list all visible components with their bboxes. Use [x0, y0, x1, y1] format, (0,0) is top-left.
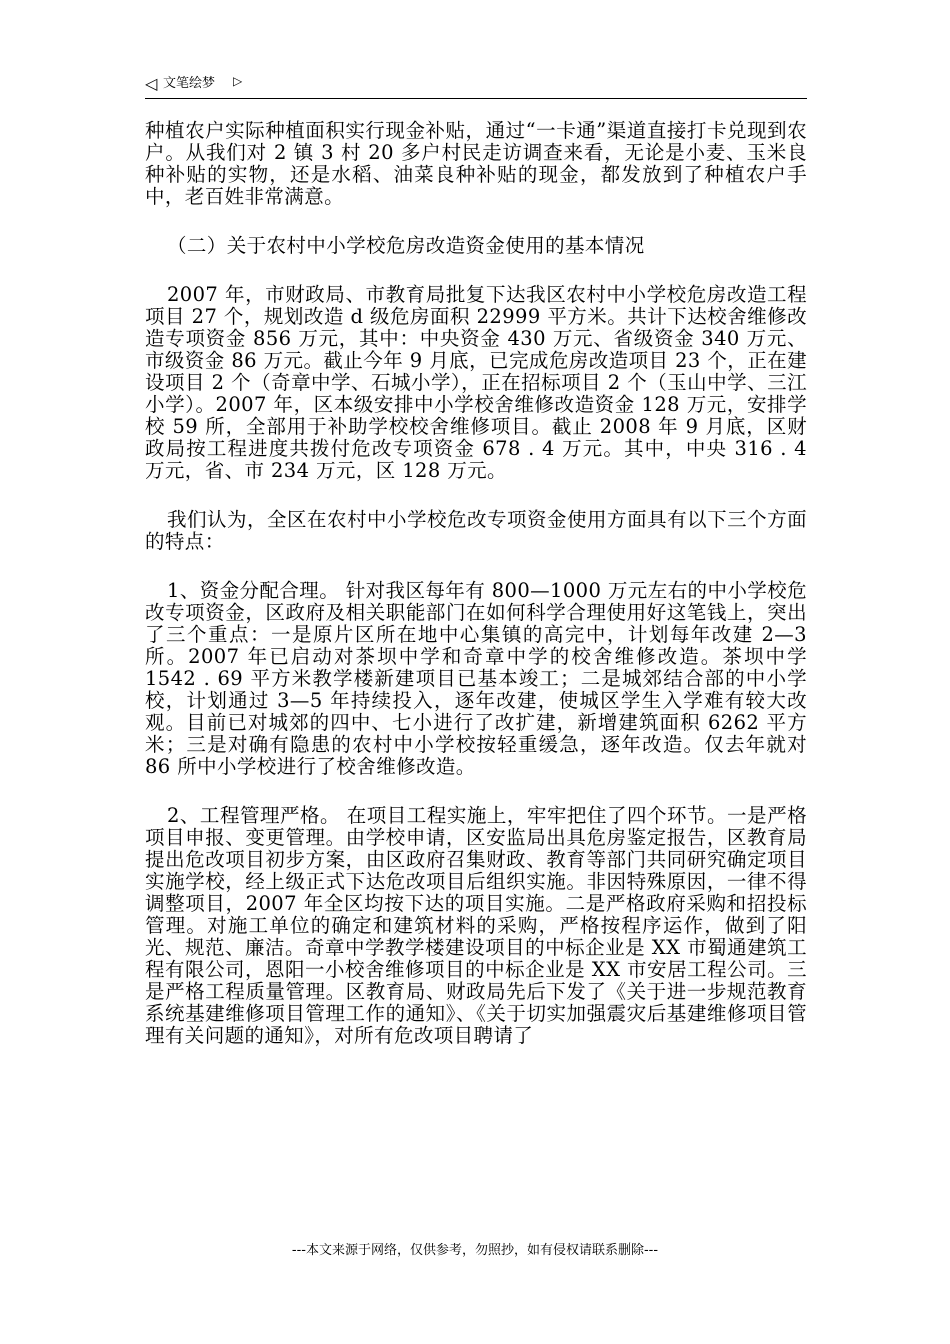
paragraph-subsidy: 种植农户实际种植面积实行现金补贴，通过“一卡通”渠道直接打卡兑现到农户。从我们对 2 镇 3 村 20 多户村民走访调查来看，无论是小麦、玉米良种补贴的实物，还是水稻、油菜良种补贴的现金，都发放到了种植农户手中，老百姓非常满意。 — [145, 119, 807, 208]
left-triangle-icon: ◁ — [145, 74, 158, 93]
section-heading: （二）关于农村中小学校危房改造资金使用的基本情况 — [167, 234, 645, 257]
paragraph-management: 2、工程管理严格。 在项目工程实施上，牢牢把住了四个环节。一是严格项目申报、变更管理。由学校申请，区安监局出具危房鉴定报告，区教育局提出危改项目初步方案，由区政府召集财政、教育等部门共同研究确定项目实施学校，经上级正式下达危改项目后组织实施。非因特殊原因，一律不得调整项目，2007 年全区均按下达的项目实施。二是严格政府采购和招投标管理。对施工单位的确定和建筑材料的采购，严格按程序运作，做到了阳光、规范、廉洁。奇章中学教学楼建设项目的中标企业是 XX 市蜀通建筑工程有限公司，恩阳一小校舍维修项目的中标企业是 XX 市安居工程公司。三是严格工程质量管理。区教育局、财政局先后下发了《关于进一步规范教育系统基建维修项目管理工作的通知》、《关于切实加强震灾后基建维修项目管理有关问题的通知》，对所有危改项目聘请了 — [145, 804, 807, 1047]
paragraph-allocation: 1、资金分配合理。 针对我区每年有 800—1000 万元左右的中小学校危改专项资金，区政府及相关职能部门在如何科学合理使用好这笔钱上，突出了三个重点：一是原片区所在地中心集镇的高完中，计划每年改建 2—3 所。2007 年已启动对茶坝中学和奇章中学的校舍维修改造。茶坝中学 1542 . 69 平方米教学楼新建项目已基本竣工；二是城郊结合部的中小学校，计划通过 3—5 年持续投入，逐年改建，使城区学生入学难有较大改观。目前已对城郊的四中、七小进行了改扩建，新增建筑面积 6262 平方米；三是对确有隐患的农村中小学校按轻重缓急，逐年改造。仅去年就对 86 所中小学校进行了校舍维修改造。 — [145, 579, 807, 778]
document-body — [145, 120, 807, 1074]
right-triangle-icon: ▷ — [233, 74, 243, 88]
paragraph-funding-overview: 2007 年，市财政局、市教育局批复下达我区农村中小学校危房改造工程项目 27 个，规划改造 d 级危房面积 22999 平方米。共计下达校舍维修改造专项资金 856 万元，其中：中央资金 430 万元、省级资金 340 万元、市级资金 86 万元。截止今年 9 月底，已完成危房改造项目 23 个，正在建设项目 2 个（奇章中学、石城小学），正在招标项目 2 个（玉山中学、三江小学）。2007 年，区本级安排中小学校舍维修改造资金 128 万元，安排学校 59 所，全部用于补助学校校舍维修项目。截止 2008 年 9 月底，区财政局按工程进度共拨付危改专项资金 678 . 4 万元。其中，中央 316 . 4 万元，省、市 234 万元，区 128 万元。 — [145, 283, 807, 482]
page-header — [145, 72, 807, 99]
page-footer-disclaimer: ---本文来源于网络，仅供参考，勿照抄，如有侵权请联系删除--- — [291, 1243, 659, 1258]
paragraph-features-intro: 我们认为，全区在农村中小学校危改专项资金使用方面具有以下三个方面的特点： — [145, 508, 807, 553]
header-brand: 文笔绘梦 — [163, 76, 216, 91]
